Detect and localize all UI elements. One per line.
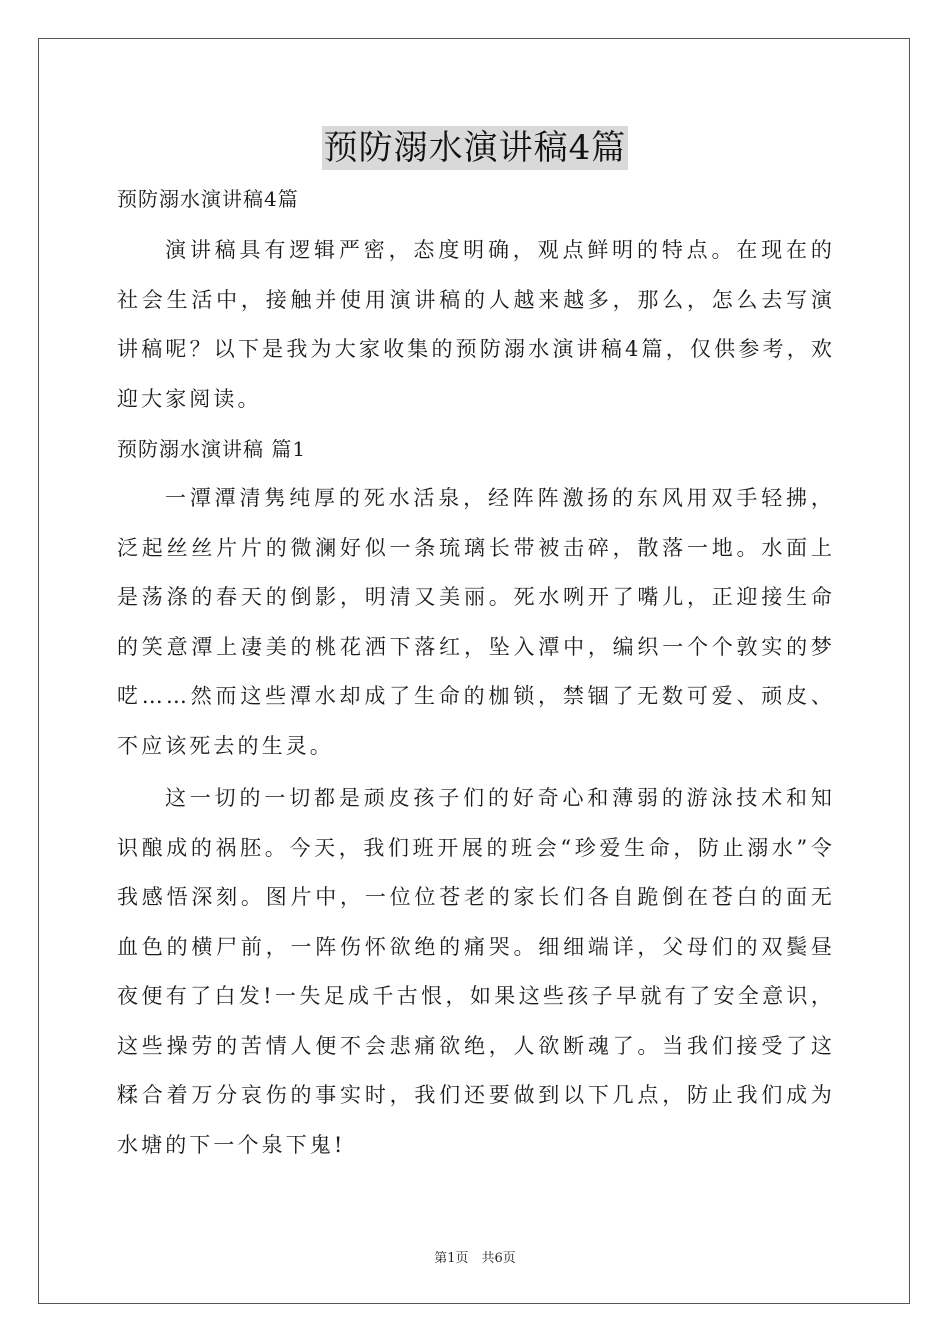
body-paragraph-2: 这一切的一切都是顽皮孩子们的好奇心和薄弱的游泳技术和知识酿成的祸胚。今天，我们班开展的班会“珍爱生命，防止溺水”令我感悟深刻。图片中，一位位苍老的家长们各自跪倒在苍白的面无血色的横尸前，一阵伤怀欲绝的痛哭。细细端详，父母们的双鬓昼夜便有了白发!一失足成千古恨，如果这些孩子早就有了安全意识，这些操劳的苦情人便不会悲痛欲绝，人欲断魂了。当我们接受了这糅合着万分哀伤的事实时，我们还要做到以下几点，防止我们成为水塘的下一个泉下鬼!: [117, 786, 835, 1157]
title-container: [0, 126, 950, 170]
section-heading: 预防溺水演讲稿 篇1: [117, 437, 307, 461]
body-paragraph-1: 一潭潭清隽纯厚的死水活泉，经阵阵激扬的东风用双手轻拂，泛起丝丝片片的微澜好似一条琉璃长带被击碎，散落一地。水面上是荡涤的春天的倒影，明清又美丽。死水咧开了嘴儿，正迎接生命的笑意潭上凄美的桃花洒下落红，坠入潭中，编织一个个敦实的梦呓……然而这些潭水却成了生命的枷锁，禁锢了无数可爱、顽皮、不应该死去的生灵。: [117, 486, 835, 758]
intro-paragraph: 演讲稿具有逻辑严密，态度明确，观点鲜明的特点。在现在的社会生活中，接触并使用演讲稿的人越来越多，那么，怎么去写演讲稿呢？以下是我为大家收集的预防溺水演讲稿4篇，仅供参考，欢迎大家阅读。: [117, 238, 835, 411]
document-subtitle: 预防溺水演讲稿4篇: [117, 187, 299, 211]
page-footer: 第1页 共6页: [434, 1251, 516, 1266]
document-title: 预防溺水演讲稿4篇: [323, 128, 627, 168]
